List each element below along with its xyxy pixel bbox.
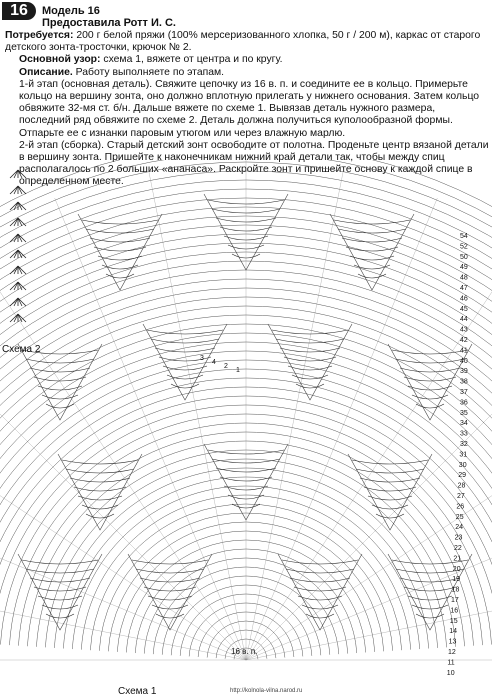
inner-row-number: 4 bbox=[212, 359, 216, 366]
description-text: Работу выполняете по этапам. bbox=[75, 66, 225, 78]
scheme2-stroke bbox=[14, 202, 18, 210]
pineapple-row bbox=[86, 514, 114, 518]
pineapple-row bbox=[38, 386, 82, 390]
pineapple-row bbox=[26, 569, 94, 573]
row-number: 29 bbox=[458, 472, 466, 480]
pineapple-row bbox=[364, 487, 416, 491]
row-number: 24 bbox=[455, 524, 463, 532]
row-number: 16 bbox=[450, 607, 459, 615]
row-number: 31 bbox=[459, 451, 468, 459]
pineapple-row bbox=[98, 256, 142, 260]
row-number: 11 bbox=[447, 659, 455, 667]
row-number: 49 bbox=[460, 264, 468, 272]
stage1-paragraph: 1-й этап (основная деталь). Свяжите цепочку из 16 в. п. и соедините ее в кольцо. Примерьте кольцо на вершину зонта, оно должно вплотную прилегать у нижнего основания. Затем кольцо обвяжите 32-мя ст. б/н. Дальше вяжете по схеме 1. Вывязав деталь нужного размера, последний ряд обвяжите по схеме 2. Деталь должна получиться куполообразной формы. Отпарьте ее с изнанки паровым утюгом или через влажную марлю. bbox=[19, 78, 480, 139]
pineapple-row bbox=[356, 469, 424, 473]
pineapple-row bbox=[46, 404, 74, 408]
row-number: 33 bbox=[460, 430, 468, 438]
row-number: 23 bbox=[454, 534, 463, 542]
row-number: 10 bbox=[446, 669, 455, 677]
row-number: 20 bbox=[452, 565, 461, 573]
scheme2-motif bbox=[10, 202, 26, 210]
row-number: 25 bbox=[455, 513, 464, 521]
pattern-paragraph bbox=[5, 54, 489, 66]
row-number: 32 bbox=[460, 441, 468, 448]
scheme2-motif bbox=[10, 170, 26, 178]
pineapple-row bbox=[276, 339, 344, 343]
model-title: Модель 16 bbox=[42, 5, 100, 17]
row-number: 35 bbox=[460, 409, 468, 417]
pineapple-row bbox=[90, 238, 150, 242]
pineapple-row bbox=[334, 220, 410, 224]
scheme2-stroke bbox=[14, 170, 18, 178]
inner-row-number: 1 bbox=[236, 367, 240, 374]
pattern-text: схема 1, вяжете от центра и по кругу. bbox=[103, 54, 283, 66]
pineapple-row bbox=[342, 238, 402, 242]
scheme2-motifs bbox=[10, 170, 26, 322]
scheme2-stroke bbox=[18, 298, 22, 306]
center-chain-label: 16 в. п. bbox=[231, 647, 258, 656]
row-number: 30 bbox=[458, 461, 467, 469]
row-number: 21 bbox=[453, 555, 462, 563]
row-number: 38 bbox=[460, 378, 468, 386]
pineapple-row bbox=[286, 569, 354, 573]
scheme2-motif bbox=[10, 266, 26, 274]
pineapple-row bbox=[272, 330, 348, 334]
crochet-chart bbox=[0, 160, 492, 700]
pineapple-row bbox=[151, 339, 219, 343]
scheme2-stroke bbox=[18, 202, 26, 210]
scheme2-stroke bbox=[18, 170, 22, 178]
pineapple-motif bbox=[18, 344, 102, 420]
chart-spoke bbox=[0, 306, 246, 660]
scheme2-stroke bbox=[18, 250, 26, 258]
row-number: 50 bbox=[460, 253, 468, 261]
pineapple-outline bbox=[78, 214, 162, 290]
inner-row-number: 3 bbox=[200, 355, 204, 362]
scheme2-stroke bbox=[10, 250, 18, 258]
row-number: 44 bbox=[460, 316, 468, 324]
pineapple-row bbox=[290, 578, 350, 582]
row-number: 47 bbox=[460, 285, 468, 292]
description-paragraph bbox=[5, 67, 489, 79]
pineapple-outline bbox=[18, 344, 102, 420]
row-number: 46 bbox=[460, 295, 468, 303]
row-number: 39 bbox=[460, 368, 468, 376]
pineapple-row bbox=[288, 366, 332, 370]
chart-spoke bbox=[55, 198, 246, 660]
row-number: 36 bbox=[460, 399, 468, 407]
pineapple-motif bbox=[330, 214, 414, 290]
pineapple-outline bbox=[348, 454, 432, 530]
pineapple-row bbox=[282, 560, 358, 564]
row-number: 45 bbox=[460, 305, 468, 313]
row-number: 22 bbox=[454, 545, 462, 552]
pineapple-row bbox=[404, 587, 456, 591]
pineapple-row bbox=[155, 348, 215, 352]
row-number: 48 bbox=[460, 274, 468, 282]
pineapple-outline bbox=[330, 214, 414, 290]
pineapple-row bbox=[147, 330, 223, 334]
pineapple-motif bbox=[58, 454, 142, 530]
row-number: 40 bbox=[460, 357, 468, 365]
row-number: 52 bbox=[460, 243, 468, 251]
pineapple-row bbox=[416, 614, 444, 618]
scheme2-label: Схема 2 bbox=[2, 344, 41, 355]
chart-pineapples bbox=[18, 194, 472, 630]
author-line: Предоставила Ротт И. С. bbox=[42, 17, 176, 29]
row-number: 18 bbox=[451, 586, 460, 594]
pineapple-row bbox=[368, 496, 412, 500]
pineapple-motif bbox=[348, 454, 432, 530]
inner-row-number: 2 bbox=[224, 363, 228, 370]
scheme2-stroke bbox=[18, 170, 26, 178]
materials-paragraph bbox=[5, 30, 489, 54]
scheme2-motif bbox=[10, 218, 26, 226]
row-number: 42 bbox=[460, 337, 468, 344]
row-number: 27 bbox=[457, 493, 465, 500]
pineapple-row bbox=[144, 587, 196, 591]
scheme2-motif bbox=[10, 298, 26, 306]
pineapple-row bbox=[358, 274, 386, 278]
scheme2-stroke bbox=[10, 266, 18, 274]
scheme2-stroke bbox=[18, 218, 26, 226]
scheme2-stroke bbox=[10, 186, 18, 194]
pineapple-row bbox=[306, 614, 334, 618]
chart-rings bbox=[0, 160, 492, 660]
pineapple-outline bbox=[58, 454, 142, 530]
row-number: 17 bbox=[451, 597, 459, 604]
scheme2-stroke bbox=[18, 266, 26, 274]
scheme2-stroke bbox=[10, 170, 18, 178]
pineapple-row bbox=[70, 478, 130, 482]
materials-label: Потребуется: bbox=[5, 30, 74, 41]
scheme1-label: Схема 1 bbox=[118, 686, 157, 697]
pineapple-row bbox=[298, 596, 342, 600]
pineapple-row bbox=[350, 256, 394, 260]
scheme2-stroke bbox=[18, 234, 22, 242]
pineapple-row bbox=[38, 596, 82, 600]
scheme2-stroke bbox=[18, 186, 22, 194]
model-number-badge: 16 bbox=[2, 2, 36, 20]
pineapple-row bbox=[82, 220, 158, 224]
pineapple-row bbox=[26, 359, 94, 363]
scheme2-stroke bbox=[10, 298, 18, 306]
pineapple-row bbox=[156, 614, 184, 618]
chart-spoke bbox=[0, 562, 246, 660]
pineapple-row bbox=[30, 368, 90, 372]
row-number: 12 bbox=[448, 649, 456, 656]
pineapple-row bbox=[106, 274, 134, 278]
pineapple-row bbox=[163, 366, 207, 370]
pineapple-row bbox=[408, 596, 452, 600]
row-number: 13 bbox=[448, 638, 457, 646]
row-number: 43 bbox=[460, 326, 468, 334]
pineapple-motif bbox=[78, 214, 162, 290]
pattern-label: Основной узор: bbox=[19, 54, 101, 66]
row-number: 19 bbox=[452, 576, 460, 584]
scheme2-stroke bbox=[18, 298, 26, 306]
row-number: 14 bbox=[449, 628, 457, 636]
pineapple-row bbox=[74, 487, 126, 491]
row-number: 54 bbox=[460, 233, 468, 240]
row-number: 28 bbox=[457, 482, 466, 490]
description-label: Описание. bbox=[19, 66, 73, 78]
scheme2-stroke bbox=[18, 314, 22, 322]
row-number: 41 bbox=[460, 347, 468, 355]
scheme2-stroke bbox=[14, 266, 18, 274]
materials-text: 200 г белой пряжи (100% мерсеризованного хлопка, 50 г / 200 м), каркас от старого детского зонта-тросточки, крючок № 2. bbox=[5, 30, 481, 54]
scheme2-stroke bbox=[18, 218, 22, 226]
scheme2-stroke bbox=[10, 202, 18, 210]
scheme2-stroke bbox=[18, 202, 22, 210]
source-url: http://kolnola-vilna.narod.ru bbox=[230, 688, 303, 694]
scheme2-stroke bbox=[14, 282, 18, 290]
scheme2-stroke bbox=[14, 186, 18, 194]
scheme2-motif bbox=[10, 186, 26, 194]
pineapple-row bbox=[140, 578, 200, 582]
scheme2-stroke bbox=[18, 186, 26, 194]
row-number: 15 bbox=[449, 617, 458, 625]
row-number: 37 bbox=[460, 389, 468, 396]
row-number-labels bbox=[200, 233, 468, 677]
row-number: 34 bbox=[460, 420, 468, 428]
scheme2-stroke bbox=[14, 250, 18, 258]
row-number: 26 bbox=[456, 503, 465, 511]
stage2-paragraph: 2-й этап (сборка). Старый детский зонт освободите от полотна. Проденьте центр вязаной детали в вершину зонта. Пришейте к наконечникам нижний край детали так, чтобы между спиц располагалось по 2 больших «ананаса». Раскройте зонт и пришейте основу к каждой спице в определенном месте. bbox=[19, 139, 489, 188]
pineapple-row bbox=[294, 587, 346, 591]
